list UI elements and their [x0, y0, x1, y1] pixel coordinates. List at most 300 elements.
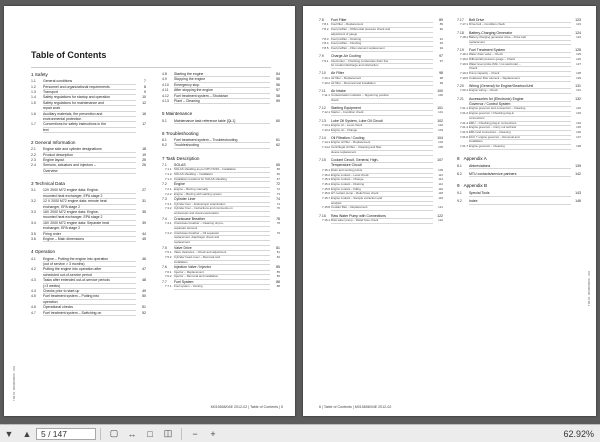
toc-number: 4.12	[162, 93, 169, 98]
toc-page: 116	[438, 186, 443, 191]
toc-number: 7.3.1	[165, 201, 172, 206]
toc-text: replacement	[174, 241, 270, 246]
toc-page: 51	[142, 305, 146, 310]
toc-number: 7.4.2	[165, 230, 172, 235]
toc-page: 135	[576, 125, 581, 130]
toc-section-heading[interactable]	[457, 156, 581, 162]
toc-number: 7.15.2	[322, 172, 331, 177]
toc-text: Water drain valve – Check	[469, 53, 571, 58]
toc-text: Stopping the engine	[174, 77, 270, 82]
toc-text: text	[43, 128, 136, 133]
toc-number: 7.2.2	[165, 191, 172, 196]
toc-number: 7.19.5	[460, 75, 469, 80]
toc-text: Putting the engine into operation after	[43, 267, 136, 272]
toc-section	[162, 72, 280, 104]
toc-number: 7.21.2	[460, 111, 469, 116]
toc-page	[433, 99, 443, 104]
toc-text: Fuel Treatment System	[469, 48, 571, 53]
toc-page: 107	[437, 158, 443, 162]
toc-number: 7.15.8	[322, 205, 331, 210]
toc-number: 7.12	[319, 106, 326, 111]
toc-text: EMU and connectors – Cleaning	[469, 131, 571, 136]
toc-entry[interactable]	[31, 311, 146, 316]
toc-number: 7.15.7	[322, 196, 331, 201]
toc-page: 26	[142, 163, 146, 168]
toc-subentry[interactable]	[457, 77, 581, 82]
toc-page: 74	[276, 201, 280, 206]
toc-text: Injection Valve / Injector	[174, 265, 270, 270]
toc-page: 90	[439, 27, 443, 32]
toc-number: 4.9	[162, 77, 167, 82]
toc-page: 89	[439, 22, 443, 27]
toc-text: Crankcase Breather	[174, 217, 270, 222]
toc-page	[136, 169, 146, 174]
toc-number: 5.1	[162, 118, 167, 123]
toc-text: exchanger, EPA stage 2	[43, 226, 136, 231]
toc-text: HT coolant pump – Relief bore check	[331, 192, 433, 197]
toc-number: 7.2	[162, 182, 167, 187]
toc-page: 85	[276, 269, 280, 274]
toc-text: Coalescer filter element – Replacement	[469, 77, 571, 82]
toc-page: 103	[438, 127, 443, 132]
toc-page: 134	[576, 120, 581, 125]
toc-page: 55	[276, 77, 280, 82]
toc-number: 7.8.1	[322, 22, 329, 27]
toc-number: 3.1	[31, 188, 36, 193]
toc-number: 4.5	[31, 294, 36, 299]
toc-text: Fuel filter – Replacement	[331, 23, 433, 28]
toc-text: Engine layout	[43, 158, 136, 163]
toc-page: 18	[142, 147, 146, 152]
toc-number: 7.9.1	[322, 58, 329, 63]
up-arrow-icon[interactable]: ▲	[22, 428, 32, 439]
toc-number: 7.19.3	[460, 61, 469, 66]
toc-number: 7.3	[162, 197, 167, 202]
toc-number: 7.15.1	[322, 167, 331, 172]
toc-text: Fuel treatment system – Putting into	[43, 294, 136, 299]
toc-text: Checks prior to start-up	[43, 289, 136, 294]
toc-page: 126	[576, 57, 581, 62]
toc-subentry[interactable]	[319, 206, 443, 211]
zoom-level[interactable]: 62.92%	[563, 428, 594, 439]
toc-number: 7.21	[457, 96, 464, 101]
toc-number: 7.1.1	[165, 167, 172, 172]
toc-text: Differential pressure gauge – Check	[469, 58, 571, 63]
toc-text: 16V 2000 M72 engine data: Engine-	[43, 210, 136, 215]
toc-text: After stopping the engine	[174, 88, 270, 93]
toc-page: 125	[575, 47, 581, 52]
toc-text: endoscopic and visual examination	[174, 212, 270, 217]
two-page-icon[interactable]: ◫	[163, 428, 173, 438]
toc-page: 129	[576, 75, 581, 80]
toc-page: 89	[439, 18, 443, 22]
toc-page: 127	[576, 61, 581, 66]
toc-number: 8.1	[457, 163, 462, 168]
toc-page: 109	[438, 167, 443, 172]
toc-subentry[interactable]	[319, 129, 443, 134]
toc-subentry[interactable]	[162, 285, 280, 290]
fit-page-icon[interactable]: ▢	[109, 428, 119, 438]
toc-number: 7.20	[457, 84, 464, 89]
toc-text: EMU – Checking plug-in connections	[469, 122, 571, 127]
toc-number: 6.2	[162, 143, 167, 148]
toc-page: 123	[575, 18, 581, 22]
toc-page: 131	[576, 88, 581, 93]
toc-number: 7.9	[319, 54, 324, 59]
toc-page: 56	[276, 82, 280, 87]
page-number-input[interactable]: 5 / 147	[36, 428, 96, 440]
toc-page: 59	[276, 99, 280, 104]
toc-text: adjustment of gauge	[331, 33, 433, 38]
toc-number: 7.4	[162, 216, 167, 221]
toc-text: Sensors, actuators and injectors –	[43, 163, 136, 168]
toc-number	[319, 99, 331, 104]
toc-subentry[interactable]	[319, 47, 443, 52]
toc-section	[162, 156, 280, 290]
toc-number: 2.3	[31, 158, 36, 163]
toc-text: Fuel prefilter – Differential pressure check and	[331, 28, 433, 33]
toc-entry[interactable]	[162, 119, 280, 124]
toc-text: Crankcase breather – Oil separator	[174, 232, 270, 237]
toc-text: Auxiliary materials, fire prevention and	[43, 112, 136, 117]
toc-text: Injector – Removal and installation	[174, 275, 270, 280]
toc-page: 124	[575, 30, 581, 35]
toc-number: 7.10	[319, 71, 326, 76]
toc-text: Injector – Replacement	[174, 271, 270, 276]
toc-text: mounted heat exchanger, EPA stage 2	[43, 194, 136, 199]
toc-number: 7.14	[319, 135, 326, 140]
toc-number: 7.10.1	[322, 75, 331, 80]
toc-page: 102	[437, 118, 443, 123]
toc-number: 7.13	[319, 118, 326, 123]
toc-number: 3.6	[31, 237, 36, 242]
toc-number: 7.18	[457, 30, 464, 35]
toc-entry[interactable]	[457, 191, 581, 196]
toc-section-heading[interactable]: 7 Task Description	[162, 155, 200, 161]
toc-number: 8.2	[457, 171, 462, 176]
toc-entry[interactable]	[162, 99, 280, 104]
toc-number: 9.2	[457, 199, 462, 204]
toc-page: 137	[576, 134, 581, 139]
page-title: Table of Contents	[31, 50, 107, 60]
toc-number: 4.10	[162, 82, 169, 87]
toc-text: Engine – Barring manually	[174, 188, 270, 193]
toc-number: 6.1	[162, 138, 167, 143]
toc-number: 7.13.1	[322, 123, 331, 128]
toc-number: 7.20.1	[460, 88, 469, 93]
toc-page: 78	[276, 216, 280, 221]
toc-page: 122	[438, 218, 443, 223]
toc-text: Fuel prefilter – Flushing	[331, 42, 433, 47]
toc-section-heading[interactable]: 2 General Information	[31, 140, 76, 146]
toc-number: 7.11	[319, 88, 326, 93]
toc-subentry[interactable]	[457, 23, 581, 28]
toc-number: 4.1	[31, 256, 36, 261]
toc-page: 52	[142, 310, 146, 315]
toc-text: Fuel treatment system – Switching on	[43, 311, 136, 316]
single-page-icon[interactable]: □	[147, 428, 153, 439]
toc-text: Engine wiring – Check	[469, 89, 571, 94]
toc-page: 88	[276, 280, 280, 285]
toc-page: 91	[439, 36, 443, 41]
toc-section-heading[interactable]: 1 Safety	[31, 72, 48, 77]
toc-text: Engine coolant – Level check	[331, 174, 433, 179]
toc-text: Engine governor – Cleaning	[469, 145, 571, 150]
toc-text: Engine coolant – Draining	[331, 183, 433, 188]
toc-section-heading[interactable]: 5 Maintenance	[162, 111, 193, 117]
toc-page: 113	[438, 177, 443, 182]
toc-number: 7.15	[319, 158, 326, 162]
toc-text: Operational checks	[43, 305, 136, 310]
toc-subentry[interactable]	[457, 145, 581, 150]
zoom-out-icon[interactable]: −	[192, 428, 198, 439]
toc-text: Oil Filtration / Cooling	[331, 136, 433, 141]
toc-page: 93	[439, 41, 443, 46]
toc-column-3	[319, 18, 443, 398]
toc-number: 7.21.5	[460, 129, 469, 134]
toc-page: 88	[276, 284, 280, 289]
toc-text: Coolant filter – Replacement	[331, 206, 433, 211]
toc-text: Troubleshooting	[174, 143, 270, 148]
toc-page: 112	[438, 172, 443, 177]
toc-subentry[interactable]	[457, 41, 581, 46]
toc-page: 58	[276, 93, 280, 98]
toc-text: environmental protection	[43, 117, 136, 122]
toc-number: 4.11	[162, 88, 169, 93]
toc-page	[571, 41, 581, 46]
toc-text: Lube Oil System, Lube Oil Circuit	[331, 119, 433, 124]
toc-text: Check	[469, 67, 571, 72]
toc-text: Battery-charging generator drive – Drive belt	[469, 36, 571, 41]
toc-page: 143	[575, 191, 581, 196]
toc-text: Conventions for safety instructions in the	[43, 122, 136, 127]
toc-number: 8	[457, 155, 460, 161]
toc-text: Drive belt – Condition check	[469, 23, 571, 28]
toc-text: Engine governor and connectors – Cleaning	[469, 107, 571, 112]
toc-text: SOLAS shielding – Installation	[174, 173, 270, 178]
toc-entry[interactable]	[31, 169, 146, 174]
toc-number: 4.7	[31, 310, 36, 315]
toc-subentry[interactable]	[319, 99, 443, 104]
toc-number: 7.17.1	[460, 22, 469, 27]
toc-text: Tasks after extended out-of-service periods	[43, 278, 136, 283]
toc-page: 49	[142, 288, 146, 293]
toc-text: exchanger, EPA stage 2	[43, 205, 136, 210]
toc-text: MTU contacts/service partners	[469, 172, 571, 177]
toc-section-heading[interactable]	[457, 183, 581, 189]
toc-page: 39	[142, 220, 146, 225]
toc-number: 7.21.6	[460, 134, 469, 139]
toc-page: 124	[576, 35, 581, 40]
toc-number: 7.19	[457, 47, 464, 52]
toc-subentry[interactable]	[457, 89, 581, 94]
toc-page: 101	[437, 106, 443, 111]
toc-text: connections	[469, 117, 571, 122]
toc-page: 31	[142, 199, 146, 204]
toc-page: 66	[276, 172, 280, 177]
toc-text: Charge-Air Cooling	[331, 54, 433, 59]
toc-page: 74	[276, 197, 280, 202]
toc-entry[interactable]	[31, 237, 146, 242]
fit-width-icon[interactable]: ↔	[127, 428, 137, 439]
toc-page: 84	[276, 254, 280, 259]
toc-number: 7.19.1	[460, 52, 469, 57]
toc-page: 62	[276, 143, 280, 148]
toc-page: 104	[437, 135, 443, 140]
toc-text: Water level probe (Min / not electrode) –	[469, 63, 571, 68]
toc-text: Accessories for (Electronic) Engine	[469, 97, 571, 102]
toc-page: 73	[276, 191, 280, 196]
toc-page: 132	[575, 96, 581, 101]
toc-number	[319, 151, 331, 156]
toc-entry[interactable]	[457, 164, 581, 169]
toc-page: 17	[142, 122, 146, 127]
toc-page: 65	[276, 167, 280, 172]
toc-entry[interactable]	[457, 199, 581, 204]
toc-number: 7.8.2	[322, 27, 329, 32]
toc-text: Contamination indicator – Signal ring position	[331, 94, 433, 99]
toc-text: Engine coolant – Sample extraction and	[331, 197, 433, 202]
toc-page: 76	[276, 206, 280, 211]
toc-page: 47	[142, 267, 146, 272]
toc-number: 7.4.1	[165, 221, 172, 226]
toc-section	[31, 72, 146, 133]
toc-text: 16V 2000 M72 engine data: Separate heat	[43, 221, 136, 226]
toc-text: Emergency stop	[174, 83, 270, 88]
toc-page: 19	[142, 152, 146, 157]
viewer-toolbar	[0, 424, 600, 442]
toc-subentry[interactable]	[319, 82, 443, 87]
toc-text: SOLAS shielding as per MTU 5233 – Installation	[174, 168, 270, 173]
toc-number: 7.6	[162, 265, 167, 270]
toc-subentry[interactable]	[319, 111, 443, 116]
toc-number: 7.15.6	[322, 191, 331, 196]
toc-subentry[interactable]	[319, 151, 443, 156]
toc-number: 7.19.4	[460, 71, 469, 76]
toc-text: Engine oil – Level check	[331, 124, 433, 129]
toc-number: 7.21.3	[460, 120, 469, 125]
toc-text: mounted heat exchanger, EPA stage 2	[43, 215, 136, 220]
toc-text: Engine oil filter – Replacement	[331, 141, 433, 146]
toc-page: 9	[144, 89, 146, 94]
side-code: TIM-ID: 0000000000 - 001	[12, 365, 16, 401]
toc-text: Abbreviations	[469, 164, 571, 169]
toc-number: 7.11.1	[322, 93, 330, 98]
toc-entry[interactable]	[457, 172, 581, 177]
toc-number: 1.7	[31, 122, 36, 127]
zoom-in-icon[interactable]: +	[210, 428, 216, 439]
toc-page: 72	[276, 186, 280, 191]
toc-number	[457, 41, 469, 46]
toc-text: Valve Drive	[174, 246, 270, 251]
toc-text: Air filter – Replacement	[331, 77, 433, 82]
toc-number: 7.15.5	[322, 186, 331, 191]
toc-section-heading[interactable]: 3 Technical Data	[31, 181, 65, 187]
toc-page: 138	[576, 144, 581, 149]
toc-page: 72	[276, 182, 280, 187]
toc-section-heading[interactable]: 4 Operation	[31, 249, 56, 255]
toc-page: 139	[575, 163, 581, 168]
toc-page: 128	[576, 71, 581, 76]
toc-text: Raw Water Pump with Connections	[331, 214, 433, 219]
toc-number: 7.15.4	[322, 181, 331, 186]
down-arrow-icon[interactable]: ▼	[4, 428, 14, 439]
toc-text: Engine oil – Change	[331, 129, 433, 134]
toc-text: ECU 7 engine governor – Removal and	[469, 136, 571, 141]
toc-number: 7.16	[319, 213, 326, 218]
toc-page: 121	[438, 205, 443, 210]
toc-text: Starter – Condition check	[331, 111, 433, 116]
toc-page: 61	[276, 138, 280, 143]
toc-text: Cylinder Liner	[174, 197, 270, 202]
toc-text: sleeve replacement	[331, 151, 433, 156]
toc-entry[interactable]	[162, 143, 280, 148]
toc-page: 67	[276, 176, 280, 181]
toc-number: 7.21.7	[460, 144, 469, 149]
toc-text: Fuel prefilter – Draining	[331, 38, 433, 43]
toc-page: 85	[276, 265, 280, 270]
toc-number: 3.4	[31, 220, 36, 225]
toc-text: Engine – Barring with starting system	[174, 193, 270, 198]
page-footer: 6 | Table of Contents | M015658/04E 2012-02	[319, 405, 392, 409]
toc-text: General conditions	[43, 79, 136, 84]
toolbar-separator	[100, 428, 101, 440]
toc-number: 3.2	[31, 199, 36, 204]
toc-page: 46	[142, 256, 146, 261]
toc-number: 7.14.1	[322, 140, 331, 145]
toc-text: Air filter – Removal and installation	[331, 82, 433, 87]
toc-column-4	[457, 18, 581, 398]
toc-page: 45	[142, 237, 146, 242]
toc-number: 2.1	[31, 147, 36, 152]
toc-number: 1.3	[31, 89, 36, 94]
toc-subentry[interactable]	[319, 64, 443, 69]
toc-number: 7.7.1	[165, 284, 172, 289]
toc-number: 7.10.2	[322, 80, 331, 85]
toc-text: Index	[469, 199, 571, 204]
toc-page: 100	[438, 93, 443, 98]
toc-number: 7.8.4	[322, 41, 329, 46]
document-page-left	[4, 6, 295, 416]
toc-text: Engine	[174, 182, 270, 187]
toc-page: 78	[276, 221, 280, 226]
toc-number: 1.2	[31, 84, 36, 89]
toc-text: Belt Drive	[469, 18, 571, 23]
toc-number: 4.2	[31, 267, 36, 272]
toc-text: replacement, diaphragm check and	[174, 236, 270, 241]
toc-page	[136, 128, 146, 133]
toc-text: Cylinder head cover – Removal and	[174, 256, 270, 261]
toc-page: 48	[142, 278, 146, 283]
toc-number: 7.17	[457, 18, 464, 22]
toc-page: 81	[276, 250, 280, 255]
toc-subentry[interactable]	[319, 219, 443, 224]
toc-number: 7.8.5	[322, 45, 329, 50]
toc-text: check	[331, 99, 433, 104]
toc-text: SOLAS	[174, 163, 270, 168]
toc-page: 142	[575, 171, 581, 176]
toc-section-heading[interactable]: 6 Troubleshooting	[162, 130, 199, 136]
toc-entry[interactable]	[31, 128, 146, 133]
toc-text: Engine governor / Checking plug-in	[469, 112, 571, 117]
toc-page: 131	[575, 84, 581, 89]
toc-number: 7.5	[162, 245, 167, 250]
toc-page: 122	[437, 213, 443, 218]
toc-text: Raw water pump – Relief bore check	[331, 219, 433, 224]
toc-column-2	[162, 72, 280, 407]
toc-page: 136	[576, 129, 581, 134]
toc-number: 2.4	[31, 163, 36, 168]
